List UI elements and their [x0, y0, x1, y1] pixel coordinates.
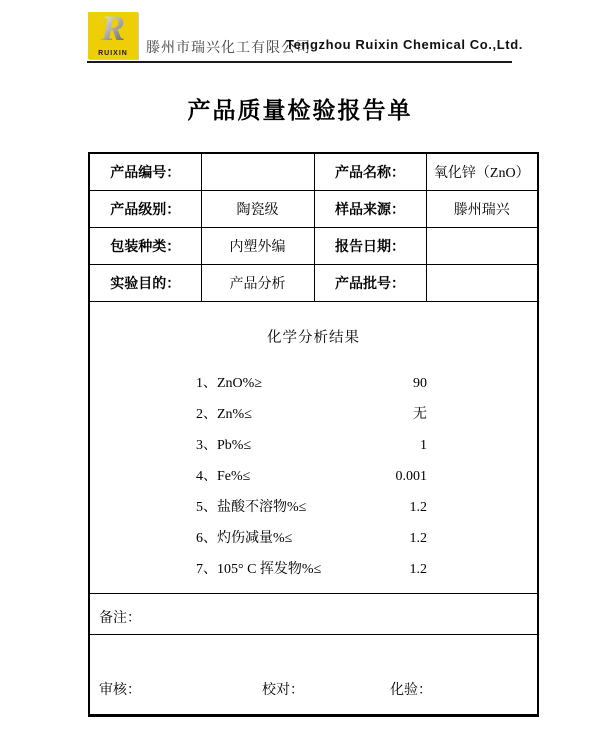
value-test-purpose: 产品分析	[201, 264, 314, 301]
results-row	[89, 301, 538, 593]
proofread-label: 校对：	[262, 682, 304, 698]
assay-label: 化验：	[390, 682, 432, 698]
result-item-zno	[90, 368, 537, 399]
result-value: 90	[413, 375, 427, 391]
value-product-grade: 陶瓷级	[201, 190, 314, 227]
label-sample-source: 样品来源：	[314, 190, 426, 227]
result-item-hcl-insoluble	[90, 492, 537, 523]
result-label: 3、Pb%≤	[196, 437, 252, 453]
remarks-row	[89, 593, 538, 634]
header-divider	[87, 61, 512, 63]
value-batch-no	[426, 264, 538, 301]
result-label: 7、105° C 挥发物%≤	[196, 561, 322, 577]
result-value: 1.2	[409, 561, 427, 577]
info-row-package-type	[89, 227, 538, 264]
review-label: 审核：	[99, 682, 141, 698]
info-row-test-purpose	[89, 264, 538, 301]
signoff-section	[89, 634, 538, 715]
result-label: 5、盐酸不溶物%≤	[196, 499, 307, 515]
company-logo	[88, 8, 138, 59]
result-label: 1、ZnO%≥	[196, 375, 263, 391]
result-item-volatiles	[90, 554, 537, 585]
label-package-type: 包装种类：	[89, 227, 201, 264]
label-product-grade: 产品级别：	[89, 190, 201, 227]
result-value: 1	[420, 437, 427, 453]
value-sample-source: 滕州瑞兴	[426, 190, 538, 227]
results-list	[90, 368, 537, 585]
result-value: 1.2	[409, 499, 427, 515]
value-product-no	[201, 153, 314, 190]
report-table	[88, 152, 539, 717]
label-report-date: 报告日期：	[314, 227, 426, 264]
result-value: 无	[413, 406, 427, 422]
result-label: 2、Zn%≤	[196, 406, 252, 422]
value-report-date	[426, 227, 538, 264]
result-item-zn	[90, 399, 537, 430]
label-product-name: 产品名称：	[314, 153, 426, 190]
result-item-fe	[90, 461, 537, 492]
label-test-purpose: 实验目的：	[89, 264, 201, 301]
result-item-ignition-loss	[90, 523, 537, 554]
company-name-en: Tengzhou Ruixin Chemical Co.,Ltd.	[286, 37, 523, 52]
label-product-no: 产品编号：	[89, 153, 201, 190]
results-section	[89, 301, 538, 593]
logo-r-letter: R	[88, 8, 138, 48]
result-label: 6、灼伤减量%≤	[196, 530, 293, 546]
result-value: 0.001	[395, 468, 427, 484]
results-heading: 化学分析结果	[267, 329, 360, 346]
value-product-name: 氧化锌（ZnO）	[426, 153, 538, 190]
value-package-type: 内塑外编	[201, 227, 314, 264]
result-value: 1.2	[409, 530, 427, 546]
remarks-label: 备注：	[89, 593, 538, 634]
info-row-product-no	[89, 153, 538, 190]
info-row-product-grade	[89, 190, 538, 227]
result-item-pb	[90, 430, 537, 461]
label-batch-no: 产品批号：	[314, 264, 426, 301]
company-name-cn: 滕州市瑞兴化工有限公司	[146, 41, 311, 56]
signoff-row	[89, 634, 538, 715]
logo-brand-text: RUIXIN	[98, 50, 128, 57]
page-title: 产品质量检验报告单	[187, 97, 413, 123]
result-label: 4、Fe%≤	[196, 468, 251, 484]
